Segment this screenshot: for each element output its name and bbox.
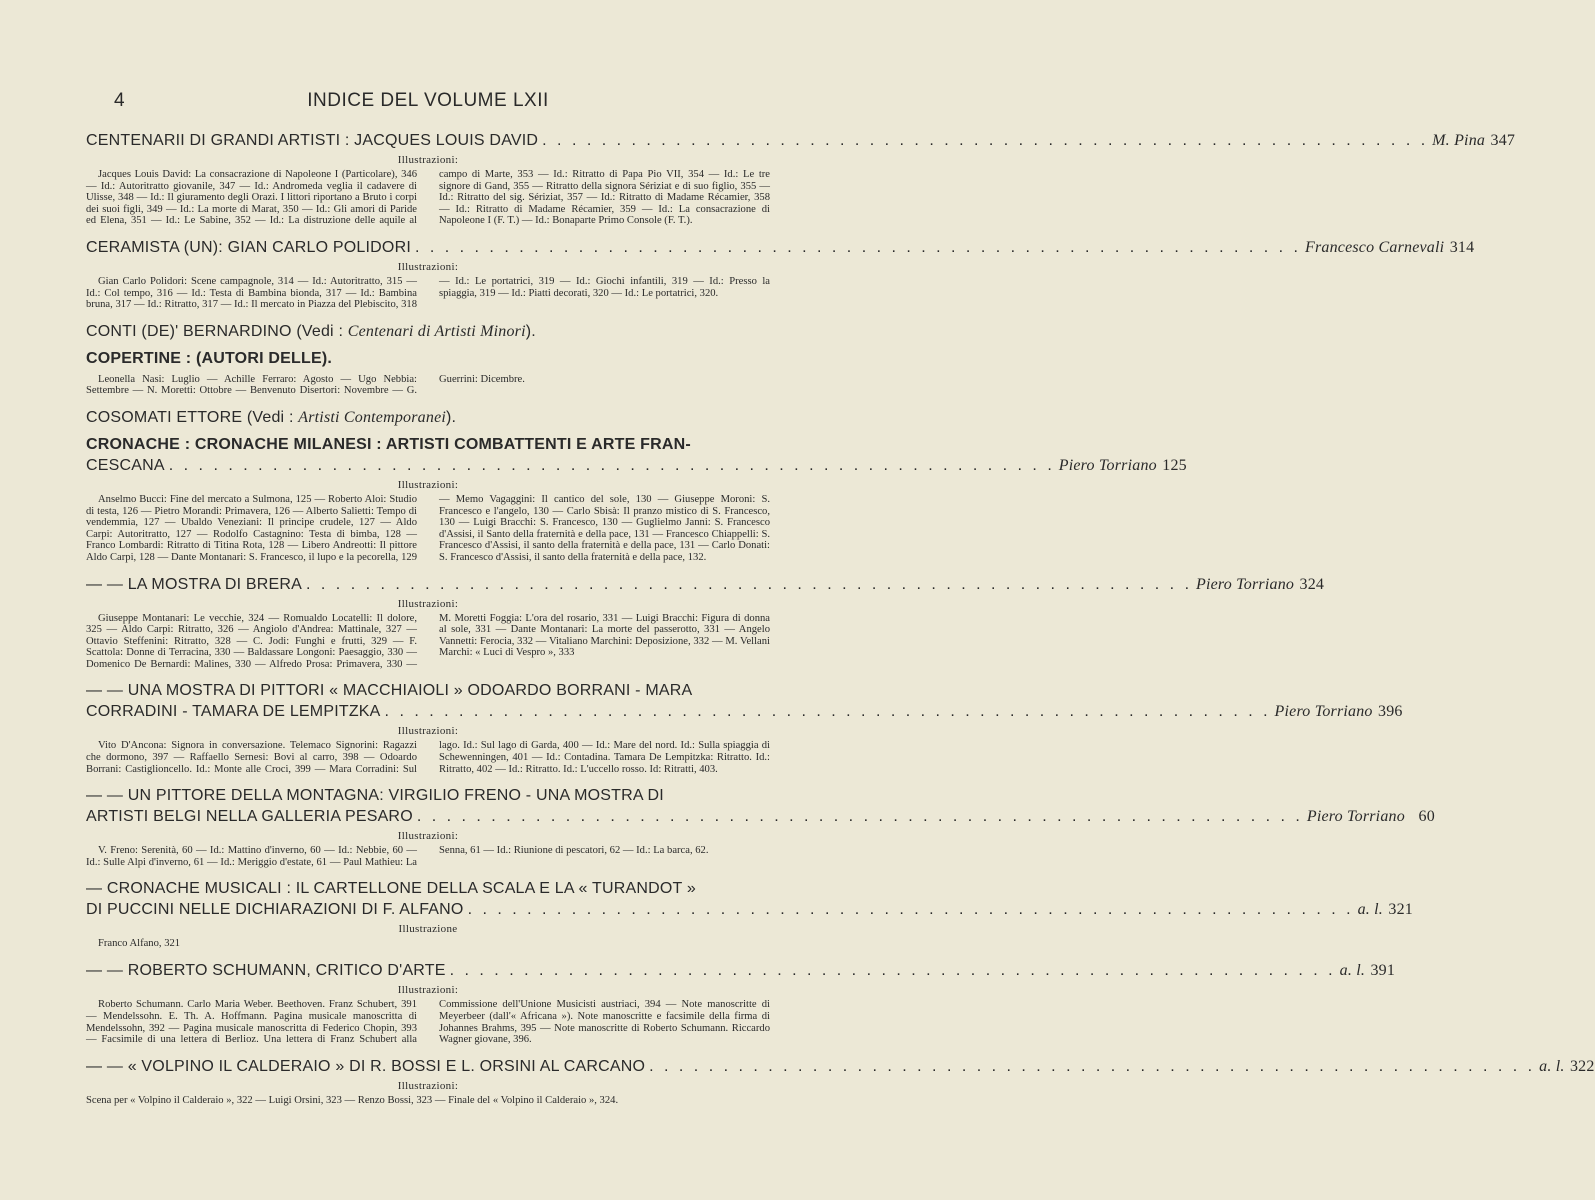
entry-author: Francesco Carnevali (1304, 238, 1445, 256)
illustrations-text: Gian Carlo Polidori: Scene campagnole, 314 — Id.: Autoritratto, 315 — Id.: Col tempo, 316 — Id.: Testa di Bambina bionda, 317 — Id.: Bambina bruna, 317 — Id.: Ritratto, 317 — Id.: Il mercato in Piazza del Plebiscito, 318 — Id.: Le portatrici, 319 — Id.: Giochi infantili, 319 — Id.: Presso la spiaggia, 319 — Id.: Piatti decorati, 320 — Id.: Le portatrici, 320. (86, 275, 770, 311)
illustrations-label: Illustrazioni: (397, 478, 459, 491)
entry-freno (86, 785, 1435, 868)
entry-page: 60 (1418, 808, 1435, 826)
illustrations-label: Illustrazioni: (397, 154, 459, 166)
illustrations-text: Anselmo Bucci: Fine del mercato a Sulmona, 125 — Roberto Aloi: Studio di testa, 126 — Pietro Morandi: Primavera, 126 — Alberto Salietti: Tempo di vendemmia, 127 — Ubaldo Veneziani: Il principe crudele, 127 — Aldo Carpi: Autoritratto, 127 — Rodolfo Castagnino: Testa di bimba, 128 — Franco Lombardi: Ritratto di Titina Rota, 128 — Libero Andreotti: Il pittore Aldo Carpi, 128 — Dante Montanari: S. Francesco, il lupo e la pecorella, 129 — Memo Vagaggini: Il cantico del sole, 130 — Giuseppe Moroni: S. Francesco e l'angelo, 130 — Carlo Sbisà: Il pranzo mistico di S. Francesco, 130 — Luigi Bracchi: S. Francesco, 130 — Guglielmo Janni: S. Francesco d'Assisi, il Santo della fraternità e della pace, 131 — Francesco Chiappelli: S. Francesco d'Assisi, il santo della fraternità e della pace, 131 — Carlo Donati: S. Francesco d'Assisi, il santo della fraternità e della pace, 132. (86, 493, 770, 563)
illustrations-text: Jacques Louis David: La consacrazione di Napoleone I (Particolare), 346 — Id.: Autoritratto giovanile, 347 — Id.: Andromeda veglia il cadavere di Ulisse, 348 — Id.: Il giuramento degli Orazi. I littori riportano a Bruto i corpi dei suoi figli, 349 — Id.: La morte di Marat, 350 — Id.: Gli amori di Paride ed Elena, 351 — Id.: Le Sabine, 352 — Id.: La distruzione delle aquile al campo di Marte, 353 — Id.: Ritratto di Papa Pio VII, 354 — Id.: Le tre signore di Gand, 355 — Ritratto della signora Sériziat e di suo figlio, 355 — Id.: Ritratto del sig. Sériziat, 357 — Id.: Ritratto di Madame Récamier, 358 — Id.: Ritratto di Madame Récamier, 359 — Id.: La consacrazione di Napoleone I (F. T.) — Id.: Bonaparte Primo Console (F. T.). (86, 169, 770, 227)
entry-brera (86, 574, 1325, 671)
entry-heading: COSOMATI ETTORE (Vedi : Artisti Contemporanei). (86, 408, 457, 426)
entry-page: 324 (1299, 575, 1325, 593)
entry-text: Leonella Nasi: Luglio — Achille Ferraro: Agosto — Ugo Nebbia: Settembre — N. Moretti: Ottobre — Benvenuto Disertori: Novembre — G. Guerrini: Dicembre. (86, 373, 525, 397)
entry-author: Piero Torriano (1196, 575, 1295, 593)
entry-copertine (86, 348, 770, 397)
cross-reference: Artisti Contemporanei (298, 408, 447, 426)
entry-turandot (86, 878, 1414, 950)
entry-schumann (86, 960, 1396, 1046)
entry-heading: CERAMISTA (UN): GIAN CARLO POLIDORI . . . . . . . . . . . . . . . . . . . . . . . . . . . . . . . . . . . . . . . . . . . . . . . . . . . . . . . . . . . . Francesco Carnevali 314 (86, 238, 1475, 256)
entry-heading: COPERTINE : (AUTORI DELLE). (86, 349, 332, 367)
entry-author: Piero Torriano (1306, 808, 1405, 826)
entry-heading: CONTI (DE)' BERNARDINO (Vedi : Centenari di Artisti Minori). (86, 322, 536, 340)
entry-cosomati (86, 407, 770, 428)
entry-author: Piero Torriano (1058, 456, 1157, 474)
entry-author: a. l. (1357, 901, 1384, 919)
entry-heading: CENTENARII DI GRANDI ARTISTI : JACQUES LOUIS DAVID . . . . . . . . . . . . . . . . . . . . . . . . . . . . . . . . . . . . . . . . . . . . . . . . . . . . . . . . . . . . M. Pina 347 (86, 132, 1516, 149)
entry-author: a. l. (1539, 1057, 1565, 1075)
running-head (86, 88, 770, 116)
illustrations-text: V. Freno: Serenità, 60 — Id.: Mattino d'inverno, 60 — Id.: Nebbie, 60 — Id.: Sulle Alpi d'inverno, 61 — Id.: Meriggio d'estate, 61 — Paul Mathieu: La Senna, 61 — Id.: Riunione di pescatori, 62 — Id.: La barca, 62. (86, 845, 709, 868)
index-page (86, 88, 1595, 1107)
illustrations-text: Vito D'Ancona: Signora in conversazione. Telemaco Signorini: Ragazzi che dormono, 397 — Raffaello Sernesi: Bovi al carro, 398 — Odoardo Borrani: Castiglioncello. Id.: Monte alle Croci, 399 — Mara Corradini: Sul lago. Id.: Sul lago di Garda, 400 — Id.: Mare del nord. Id.: Sulla spiaggia di Schewenningen, 401 — Id.: Contadina. Tamara De Lempitzka: Ritratto. Id.: Ritratto, 402 — Id.: Ritratto. Id.: L'uccello rosso. Id: Ritratti, 403. (86, 740, 770, 775)
illustrations-text: Giuseppe Montanari: Le vecchie, 324 — Romualdo Locatelli: Il dolore, 325 — Aldo Carpi: Ritratto, 326 — Angiolo d'Andrea: Mattinale, 327 — Ottavio Steffenini: Ritratto, 328 — C. Jodi: Funghi e frutti, 329 — F. Scattola: Donne di Terracina, 330 — Baldassare Longoni: Paesaggio, 330 — Domenico De Bernardi: Malines, 330 — Alfredo Prosa: Primavera, 330 — M. Moretti Foggia: L'ora del rosario, 331 — Luigi Bracchi: Figura di donna al sole, 331 — Dante Montanari: La morte del passerotto, 331 — Angelo Vannetti: Ferocia, 332 — Vitaliano Marchini: Deposizione, 332 — M. Vellani Marchi: « Luci di Vespro », 333 (86, 612, 770, 670)
illustrations-label: Illustrazioni: (397, 260, 459, 273)
illustrations-label: Illustrazioni: (397, 984, 459, 997)
entry-conti (86, 321, 770, 342)
entry-heading-line2: CESCANA . . . . . . . . . . . . . . . . . . . . . . . . . . . . . . . . . . . . . . . . . . . . . . . . . . . . . . . . . . . . Piero Torriano 125 (86, 456, 1187, 474)
entry-page: 321 (1388, 901, 1414, 919)
entry-page: 391 (1370, 962, 1396, 980)
entry-polidori (86, 237, 1475, 311)
entry-heading-line2: CORRADINI - TAMARA DE LEMPITZKA . . . . . . . . . . . . . . . . . . . . . . . . . . . . . . . . . . . . . . . . . . . . . . . . . . . . . . . . . . . . Piero Torriano 396 (86, 703, 1403, 721)
entry-page: 314 (1449, 238, 1475, 256)
illustrations-text: Scena per « Volpino il Calderaio », 322 — Luigi Orsini, 323 — Renzo Bossi, 323 — Finale del « Volpino il Calderaio », 324. (86, 1094, 619, 1106)
cross-reference: Centenari di Artisti Minori (347, 322, 526, 340)
entry-author: Piero Torriano (1274, 703, 1373, 721)
entry-heading-line2: DI PUCCINI NELLE DICHIARAZIONI DI F. ALFANO . . . . . . . . . . . . . . . . . . . . . . . . . . . . . . . . . . . . . . . . . . . . . . . . . . . . . . . . . . . . a. l. 321 (86, 901, 1414, 919)
illustrations-label: Illustrazioni: (397, 1079, 459, 1092)
entry-heading-line1: — — UNA MOSTRA DI PITTORI « MACCHIAIOLI » ODOARDO BORRANI - MARA (86, 682, 693, 700)
entry-heading: — — ROBERTO SCHUMANN, CRITICO D'ARTE . . . . . . . . . . . . . . . . . . . . . . . . . . . . . . . . . . . . . . . . . . . . . . . . . . . . . . . . . . . . a. l. 391 (86, 962, 1396, 980)
entry-page: 347 (1490, 132, 1516, 149)
entry-heading-line2: ARTISTI BELGI NELLA GALLERIA PESARO . . . . . . . . . . . . . . . . . . . . . . . . . . . . . . . . . . . . . . . . . . . . . . . . . . . . . . . . . . . . Piero Torriano 60 (86, 808, 1435, 826)
page-number: 4 (114, 90, 126, 111)
entry-volpino (86, 1056, 1595, 1107)
entry-author: a. l. (1339, 962, 1366, 980)
entry-macchiaioli (86, 680, 1403, 775)
entry-page: 125 (1162, 456, 1187, 474)
illustrations-text: Roberto Schumann. Carlo Maria Weber. Beethoven. Franz Schubert, 391 — Mendelssohn. E. Th. A. Hoffmann. Pagina musicale manoscritta di Mendelssohn, 392 — Pagina musicale manoscritta di Federico Chopin, 393 — Facsimile di una lettera di Berlioz. Una lettera di Franz Schubert alla Commissione dell'Unione Musicisti austriaci, 394 — Note manoscritte di Meyerbeer (dall'« Africana »). Note manoscritte e facsimile della firma di Johannes Brahms, 395 — Note manoscritte di Roberto Schumann. Riccardo Wagner giovane, 396. (86, 999, 770, 1046)
entry-heading: — — « VOLPINO IL CALDERAIO » DI R. BOSSI E L. ORSINI AL CARCANO . . . . . . . . . . . . . . . . . . . . . . . . . . . . . . . . . . . . . . . . . . . . . . . . . . . . . . . . . . . . a. l. 322 (86, 1057, 1595, 1075)
illustrations-label: Illustrazioni: (397, 830, 459, 843)
illustrations-label: Illustrazioni: (397, 725, 459, 738)
entry-david (86, 130, 1516, 227)
entry-page: 322 (1569, 1057, 1595, 1075)
entry-heading: — — LA MOSTRA DI BRERA . . . . . . . . . . . . . . . . . . . . . . . . . . . . . . . . . . . . . . . . . . . . . . . . . . . . . . . . . . . . Piero Torriano 324 (86, 575, 1325, 593)
entry-author: M. Pina (1432, 132, 1486, 149)
illustrations-label: Illustrazione (398, 923, 458, 936)
entry-heading-line1: — — UN PITTORE DELLA MONTAGNA: VIRGILIO FRENO - UNA MOSTRA DI (86, 787, 664, 805)
entry-heading-line1: — CRONACHE MUSICALI : IL CARTELLONE DELLA SCALA E LA « TURANDOT » (86, 880, 696, 898)
illustrations-text: Franco Alfano, 321 (98, 938, 181, 950)
entry-page: 396 (1378, 703, 1403, 721)
page-title: INDICE DEL VOLUME LXII (307, 90, 549, 111)
illustrations-label: Illustrazioni: (397, 597, 459, 610)
entry-cronache (86, 434, 1187, 564)
entry-heading-line1: CRONACHE : CRONACHE MILANESI : ARTISTI COMBATTENTI E ARTE FRAN- (86, 435, 691, 453)
